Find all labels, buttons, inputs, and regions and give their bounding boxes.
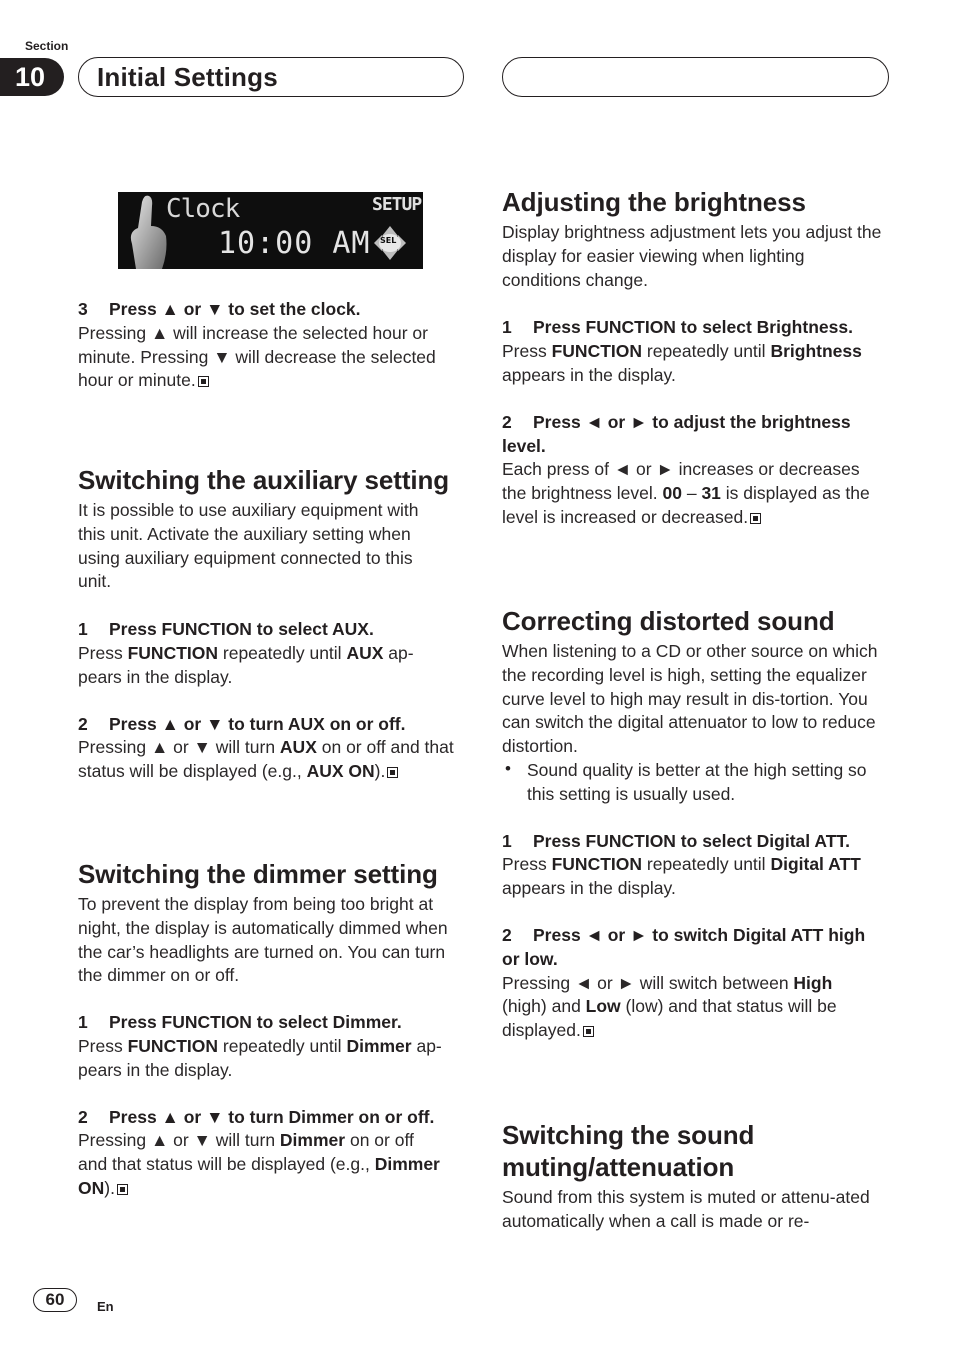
step-number: 3 xyxy=(78,299,88,319)
step-heading xyxy=(78,1011,468,1035)
step-number: 1 xyxy=(502,830,512,851)
display-time: 10:00 AM xyxy=(218,226,371,261)
step-heading xyxy=(78,713,468,737)
step-heading xyxy=(78,618,468,642)
section-title: Initial Settings xyxy=(97,62,278,92)
step-number: 1 xyxy=(78,1012,88,1033)
step-title: Press FUNCTION to select Digital ATT. xyxy=(533,830,850,851)
step-heading xyxy=(502,316,892,340)
section-number-badge: 10 xyxy=(0,58,64,96)
step-body: Press FUNCTION repeatedly until Digital ATT appears in the display. xyxy=(502,854,861,899)
step-title: Press ▲ or ▼ to set the clock. xyxy=(109,299,361,319)
step-number: 2 xyxy=(78,713,88,734)
step-heading xyxy=(502,830,892,854)
bullet-text: Sound quality is better at the high setting so this setting is usually used. xyxy=(527,759,867,804)
display-clock-label: Clock xyxy=(166,194,240,224)
empty-header-box xyxy=(502,57,889,97)
end-mark-icon xyxy=(387,767,398,778)
end-mark-icon xyxy=(583,1026,594,1037)
end-mark-icon xyxy=(750,513,761,524)
page-number: 60 xyxy=(33,1288,77,1312)
step-number: 2 xyxy=(502,924,512,945)
step-title: Press ▲ or ▼ to turn AUX on or off. xyxy=(109,713,406,734)
section-heading: Switching the auxiliary setting xyxy=(78,465,450,495)
section-intro: To prevent the display from being too bright at night, the display is automatically dimmed when the car’s headlights are turned on. You can turn the dimmer on or off. xyxy=(78,894,448,986)
section-title-box xyxy=(78,57,464,97)
step-number: 1 xyxy=(502,317,512,338)
end-mark-icon xyxy=(117,1184,128,1195)
aux-section xyxy=(78,464,468,784)
clock-step-block xyxy=(78,298,468,393)
step-body: Pressing ◄ or ► will switch between High (high) and Low (low) and that status will be displayed. xyxy=(502,972,837,1041)
step-number: 2 xyxy=(78,1106,88,1127)
bullet-item xyxy=(502,759,893,807)
display-setup-label: SETUP xyxy=(372,194,422,215)
step-body: Press FUNCTION repeatedly until Brightness appears in the display. xyxy=(502,341,862,385)
step-title: Press ◄ or ► to switch Digital ATT high or low. xyxy=(502,924,866,969)
section-intro: Display brightness adjustment lets you adjust the display for easier viewing when lighting conditions change. xyxy=(502,222,882,290)
step-heading xyxy=(502,924,884,972)
step-title: Press ◄ or ► to adjust the brightness level. xyxy=(502,411,851,456)
section-intro: When listening to a CD or other source on which the recording level is high, setting the equalizer curve level to high may result in dis-tortion. You can switch the digital attenuator to low to reduce distortion. xyxy=(502,641,878,757)
distorted-sound-section xyxy=(502,605,892,1043)
step-title: Press FUNCTION to select Brightness. xyxy=(533,317,853,338)
step-body: Pressing ▲ or ▼ will turn Dimmer on or off and that status will be displayed (e.g., Dimmer ON). xyxy=(78,1130,440,1198)
step-body: Press FUNCTION repeatedly until Dimmer ap-pears in the display. xyxy=(78,1035,442,1080)
section-heading: Switching the sound muting/attenuation xyxy=(502,1120,755,1182)
display-sel-label: SEL xyxy=(380,236,397,245)
dimmer-section xyxy=(78,858,468,1201)
muting-section xyxy=(502,1119,882,1234)
step-title: Press ▲ or ▼ to turn Dimmer on or off. xyxy=(109,1106,435,1127)
step-body-text: Pressing ▲ will increase the selected hour or minute. Pressing ▼ will decrease the selected hour or minute. xyxy=(78,322,436,391)
bullet-dot: • xyxy=(505,758,511,778)
step-body: Pressing ▲ or ▼ will turn AUX on or off and that status will be displayed (e.g., AUX ON). xyxy=(78,737,454,782)
step-body: Press FUNCTION repeatedly until AUX ap-pears in the display. xyxy=(78,642,414,687)
step-title: Press FUNCTION to select AUX. xyxy=(109,619,374,640)
section-label: Section xyxy=(25,39,69,53)
step-heading xyxy=(78,298,468,322)
step-heading xyxy=(78,1106,468,1130)
step-heading xyxy=(502,411,874,459)
step-body xyxy=(78,322,458,393)
section-intro: Sound from this system is muted or attenu-ated automatically when a call is made or re- xyxy=(502,1187,870,1231)
step-title: Press FUNCTION to select Dimmer. xyxy=(109,1012,402,1033)
section-heading: Correcting distorted sound xyxy=(502,606,835,636)
section-heading: Adjusting the brightness xyxy=(502,187,806,217)
step-body: Each press of ◄ or ► increases or decreases the brightness level. 00 – 31 is displayed as the level is increased or decreased. xyxy=(502,459,870,527)
end-mark-icon xyxy=(198,376,209,387)
brightness-section xyxy=(502,186,892,530)
section-heading: Switching the dimmer setting xyxy=(78,859,438,889)
clock-display-image xyxy=(118,192,423,269)
step-number: 1 xyxy=(78,619,88,640)
language-label: En xyxy=(97,1299,114,1314)
section-intro: It is possible to use auxiliary equipment with this unit. Activate the auxiliary setting when using auxiliary equipment connected to this unit. xyxy=(78,500,419,592)
step-number: 2 xyxy=(502,411,512,432)
